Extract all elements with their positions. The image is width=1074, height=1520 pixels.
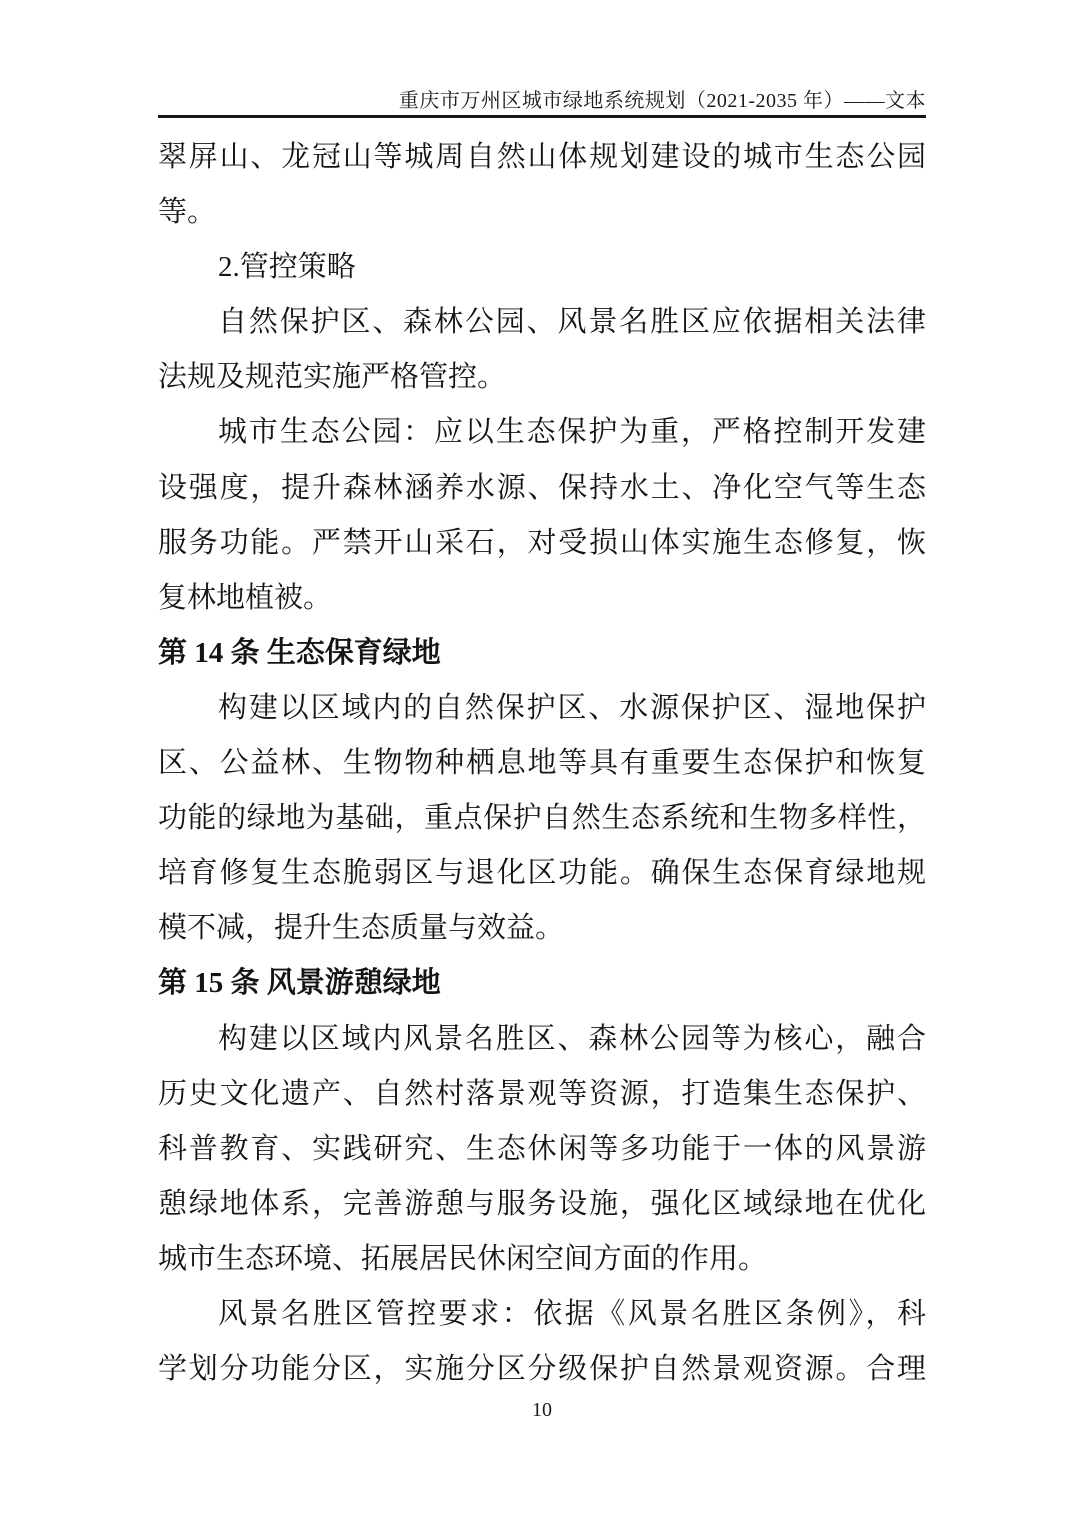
paragraph-line: 憩绿地体系，完善游憩与服务设施，强化区域绿地在优化 — [158, 1187, 926, 1220]
page-header — [158, 84, 926, 113]
header-title: 重庆市万州区城市绿地系统规划（2021-2035 年）——文本 — [398, 90, 926, 112]
paragraph-line: 模不减，提升生态质量与效益。 — [158, 912, 565, 945]
paragraph-line: 服务功能。严禁开山采石，对受损山体实施生态修复，恢 — [158, 526, 926, 559]
header-rule — [158, 115, 926, 118]
paragraph-line: 学划分功能分区，实施分区分级保护自然景观资源。合理 — [158, 1353, 926, 1386]
paragraph-line: 构建以区域内的自然保护区、水源保护区、湿地保护 — [218, 691, 926, 724]
paragraph-line: 功能的绿地为基础，重点保护自然生态系统和生物多样性， — [158, 802, 926, 835]
paragraph-line: 构建以区域内风景名胜区、森林公园等为核心，融合 — [218, 1022, 926, 1055]
paragraph-line: 城市生态公园：应以生态保护为重，严格控制开发建 — [218, 416, 926, 449]
page-number: 10 — [532, 1399, 552, 1421]
section-heading: 第 15 条 风景游憩绿地 — [158, 967, 441, 1000]
paragraph-line: 城市生态环境、拓展居民休闲空间方面的作用。 — [158, 1242, 768, 1275]
paragraph-line: 复林地植被。 — [158, 581, 333, 614]
paragraph-line: 翠屏山、龙冠山等城周自然山体规划建设的城市生态公园 — [158, 141, 926, 173]
page-footer — [158, 1399, 926, 1422]
paragraph-line: 风景名胜区管控要求：依据《风景名胜区条例》，科 — [218, 1297, 926, 1330]
paragraph-line: 等。 — [158, 196, 217, 229]
paragraph-line: 科普教育、实践研究、生态休闲等多功能于一体的风景游 — [158, 1132, 926, 1165]
paragraph-line: 法规及规范实施严格管控。 — [158, 361, 507, 394]
document-body — [158, 130, 926, 1397]
paragraph-line: 设强度，提升森林涵养水源、保持水土、净化空气等生态 — [158, 471, 926, 504]
paragraph-line: 区、公益林、生物物种栖息地等具有重要生态保护和恢复 — [158, 747, 926, 780]
paragraph-line: 历史文化遗产、自然村落景观等资源，打造集生态保护、 — [158, 1077, 926, 1110]
paragraph-line: 培育修复生态脆弱区与退化区功能。确保生态保育绿地规 — [158, 857, 926, 890]
section-heading: 第 14 条 生态保育绿地 — [158, 636, 441, 669]
paragraph-line: 自然保护区、森林公园、风景名胜区应依据相关法律 — [218, 306, 926, 339]
paragraph-line: 2.管控策略 — [218, 251, 356, 284]
